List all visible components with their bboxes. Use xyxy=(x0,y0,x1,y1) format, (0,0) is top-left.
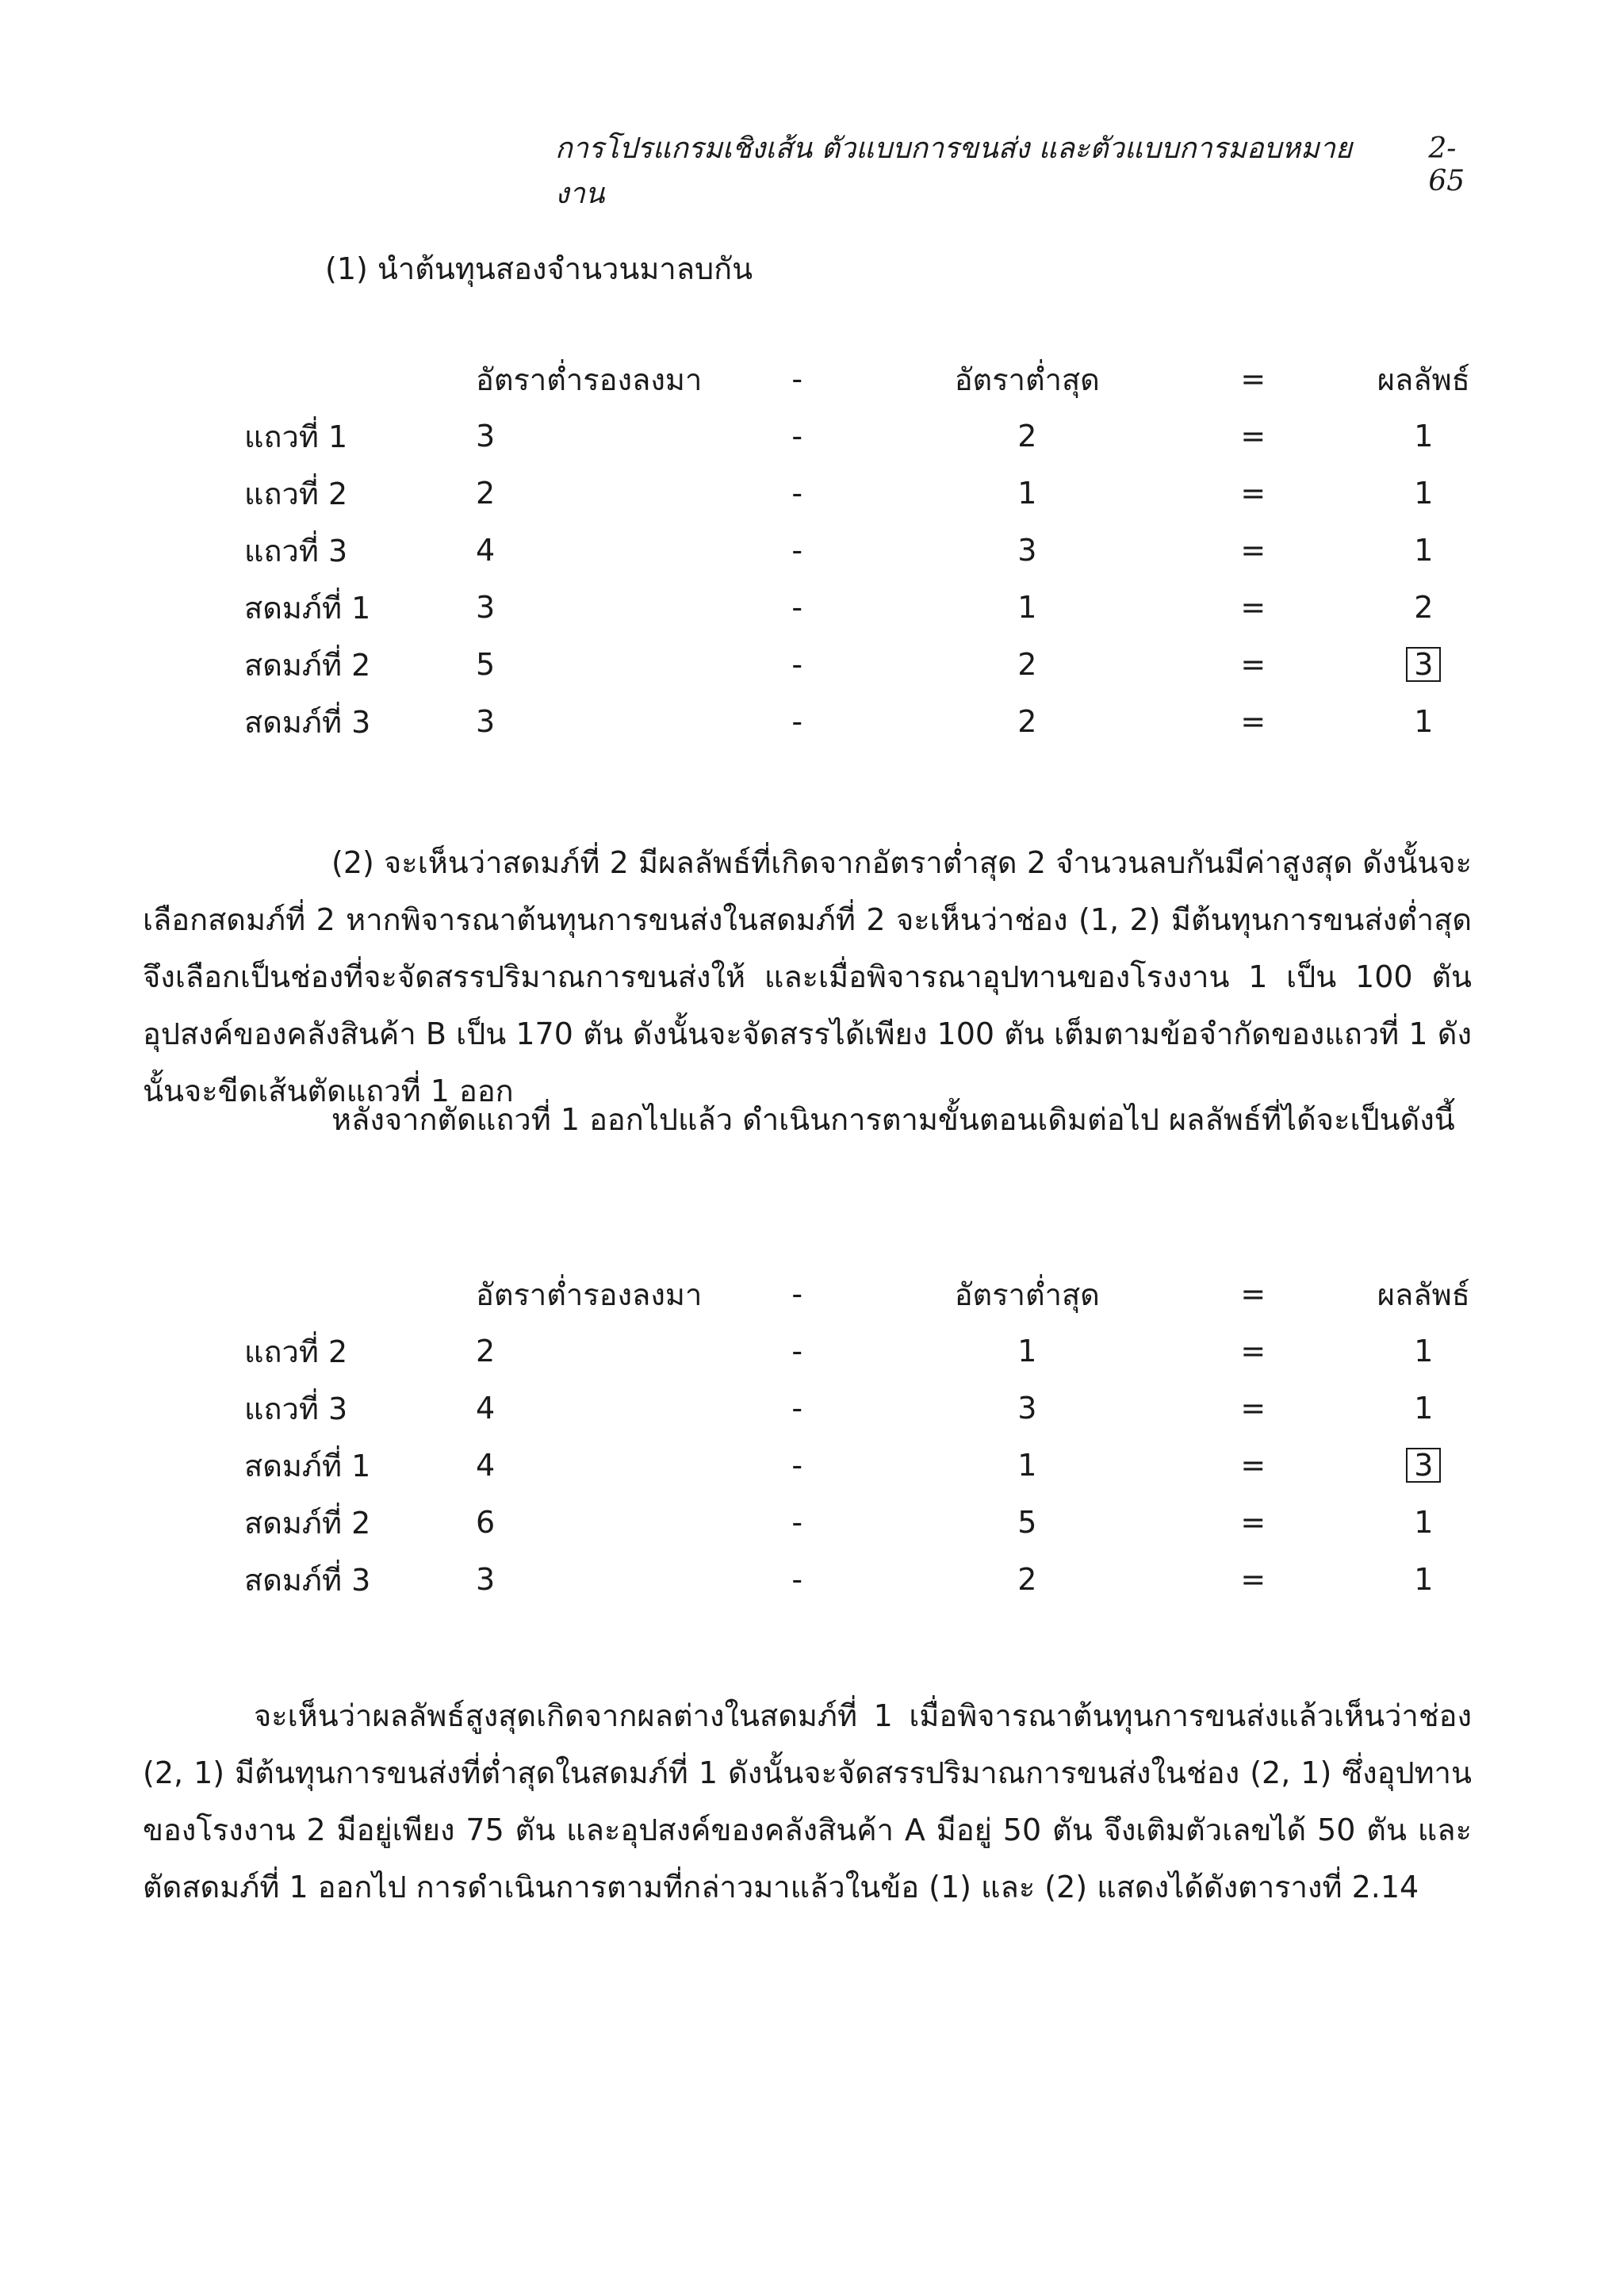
table-row xyxy=(235,693,1503,750)
header-equals: = xyxy=(1240,1277,1266,1311)
table-row xyxy=(235,1323,1503,1380)
equals-sign: = xyxy=(1240,1334,1266,1369)
lowest-value: 2 xyxy=(1017,419,1037,454)
table-row xyxy=(235,636,1503,693)
header-lowest: อัตราต่ำสุด xyxy=(954,1277,1100,1312)
equals-sign: = xyxy=(1240,1391,1266,1426)
row-label: สดมภ์ที่ 1 xyxy=(244,590,371,626)
paragraph-continue: หลังจากตัดแถวที่ 1 ออกไปแล้ว ดำเนินการตามขั้นตอนเดิมต่อไป ผลลัพธ์ที่ได้จะเป็นดังนี้ xyxy=(331,1102,1455,1137)
lowest-value: 3 xyxy=(1017,1391,1037,1426)
row-label: แถวที่ 1 xyxy=(244,419,348,454)
lowest-value: 5 xyxy=(1017,1505,1037,1540)
result-value: 1 xyxy=(1414,1562,1434,1597)
running-header xyxy=(555,125,1491,216)
minus-sign: - xyxy=(791,704,803,739)
result-value: 1 xyxy=(1414,533,1434,568)
second-lowest-value: 3 xyxy=(476,1562,496,1597)
row-label: แถวที่ 3 xyxy=(244,1391,348,1426)
table-row xyxy=(235,1551,1503,1608)
minus-sign: - xyxy=(791,419,803,454)
row-label: แถวที่ 3 xyxy=(244,533,348,568)
table-row xyxy=(235,1437,1503,1494)
row-label: สดมภ์ที่ 3 xyxy=(244,1562,371,1598)
second-lowest-value: 4 xyxy=(476,1448,496,1483)
difference-table-2 xyxy=(235,1265,1503,1608)
result-value: 2 xyxy=(1414,590,1434,625)
difference-table-1 xyxy=(235,350,1503,750)
minus-sign: - xyxy=(791,1505,803,1540)
result-value: 1 xyxy=(1414,1334,1434,1369)
lowest-value: 3 xyxy=(1017,533,1037,568)
equals-sign: = xyxy=(1240,476,1266,511)
minus-sign: - xyxy=(791,533,803,568)
second-lowest-value: 3 xyxy=(476,590,496,625)
step-1-title: (1) นำต้นทุนสองจำนวนมาลบกัน xyxy=(325,251,753,286)
minus-sign: - xyxy=(791,647,803,682)
max-result-box: 3 xyxy=(1406,1448,1441,1483)
max-result-box: 3 xyxy=(1406,647,1441,682)
header-lowest: อัตราต่ำสุด xyxy=(954,362,1100,397)
row-label: สดมภ์ที่ 2 xyxy=(244,1505,371,1541)
header-title: การโปรแกรมเชิงเส้น ตัวแบบการขนส่ง และตัวแบบการมอบหมายงาน xyxy=(555,132,1353,210)
header-second-lowest: อัตราต่ำรองลงมา xyxy=(476,362,703,397)
equals-sign: = xyxy=(1240,419,1266,454)
row-label: แถวที่ 2 xyxy=(244,476,348,511)
header-second-lowest: อัตราต่ำรองลงมา xyxy=(476,1277,703,1312)
minus-sign: - xyxy=(791,1448,803,1483)
row-label: สดมภ์ที่ 1 xyxy=(244,1448,371,1483)
table-row xyxy=(235,465,1503,522)
header-blank xyxy=(235,350,471,408)
second-lowest-value: 2 xyxy=(476,1334,496,1369)
minus-sign: - xyxy=(791,590,803,625)
header-minus: - xyxy=(791,362,803,396)
second-lowest-value: 3 xyxy=(476,419,496,454)
table-header-row xyxy=(235,1265,1503,1323)
minus-sign: - xyxy=(791,1334,803,1369)
equals-sign: = xyxy=(1240,1562,1266,1597)
equals-sign: = xyxy=(1240,590,1266,625)
result-value: 1 xyxy=(1414,704,1434,739)
second-lowest-value: 3 xyxy=(476,704,496,739)
second-lowest-value: 4 xyxy=(476,533,496,568)
result-value: 1 xyxy=(1414,419,1434,454)
table-row xyxy=(235,1380,1503,1437)
equals-sign: = xyxy=(1240,647,1266,682)
table-row xyxy=(235,579,1503,636)
header-result: ผลลัพธ์ xyxy=(1377,1277,1470,1312)
second-lowest-value: 6 xyxy=(476,1505,496,1540)
equals-sign: = xyxy=(1240,533,1266,568)
minus-sign: - xyxy=(791,476,803,511)
row-label: แถวที่ 2 xyxy=(244,1334,348,1369)
result-value: 1 xyxy=(1414,1505,1434,1540)
result-value: 1 xyxy=(1414,1391,1434,1426)
result-value-highlighted xyxy=(1344,1437,1503,1494)
header-equals: = xyxy=(1240,362,1266,396)
second-lowest-value: 2 xyxy=(476,476,496,511)
paragraph-step-2: (2) จะเห็นว่าสดมภ์ที่ 2 มีผลลัพธ์ที่เกิดจากอัตราต่ำสุด 2 จำนวนลบกันมีค่าสูงสุด ดังนั้นจะเลือกสดมภ์ที่ 2 หากพิจารณาต้นทุนการขนส่งในสดมภ์ที่ 2 จะเห็นว่าช่อง (1, 2) มีต้นทุนการขนส่งต่ำสุด จึงเลือกเป็นช่องที่จะจัดสรรปริมาณการขนส่งให้ และเมื่อพิจารณาอุปทานของโรงงาน 1 เป็น 100 ตัน อุปสงค์ของคลังสินค้า B เป็น 170 ตัน ดังนั้นจะจัดสรรได้เพียง 100 ตัน เต็มตามข้อจำกัดของแถวที่ 1 ดังนั้นจะขีดเส้นตัดแถวที่ 1 ออก xyxy=(143,845,1472,1108)
table-row xyxy=(235,522,1503,579)
result-value-highlighted xyxy=(1344,636,1503,693)
table-row xyxy=(235,1494,1503,1551)
second-lowest-value: 4 xyxy=(476,1391,496,1426)
lowest-value: 1 xyxy=(1017,1334,1037,1369)
page-number: 2-65 xyxy=(1428,132,1465,197)
equals-sign: = xyxy=(1240,1448,1266,1483)
header-result: ผลลัพธ์ xyxy=(1377,362,1470,397)
lowest-value: 1 xyxy=(1017,1448,1037,1483)
header-blank xyxy=(235,1265,471,1323)
row-label: สดมภ์ที่ 2 xyxy=(244,647,371,683)
second-lowest-value: 5 xyxy=(476,647,496,682)
table-row xyxy=(235,408,1503,465)
table-header-row xyxy=(235,350,1503,408)
minus-sign: - xyxy=(791,1562,803,1597)
lowest-value: 1 xyxy=(1017,476,1037,511)
header-minus: - xyxy=(791,1277,803,1311)
equals-sign: = xyxy=(1240,704,1266,739)
lowest-value: 1 xyxy=(1017,590,1037,625)
lowest-value: 2 xyxy=(1017,647,1037,682)
row-label: สดมภ์ที่ 3 xyxy=(244,704,371,740)
result-value: 1 xyxy=(1414,476,1434,511)
minus-sign: - xyxy=(791,1391,803,1426)
lowest-value: 2 xyxy=(1017,704,1037,739)
equals-sign: = xyxy=(1240,1505,1266,1540)
paragraph-conclusion: จะเห็นว่าผลลัพธ์สูงสุดเกิดจากผลต่างในสดมภ์ที่ 1 เมื่อพิจารณาต้นทุนการขนส่งแล้วเห็นว่าช่อง (2, 1) มีต้นทุนการขนส่งที่ต่ำสุดในสดมภ์ที่ 1 ดังนั้นจะจัดสรรปริมาณการขนส่งในช่อง (2, 1) ซึ่งอุปทานของโรงงาน 2 มีอยู่เพียง 75 ตัน และอุปสงค์ของคลังสินค้า A มีอยู่ 50 ตัน จึงเติมตัวเลขได้ 50 ตัน และตัดสดมภ์ที่ 1 ออกไป การดำเนินการตามที่กล่าวมาแล้วในข้อ (1) และ (2) แสดงได้ดังตารางที่ 2.14 xyxy=(143,1698,1472,1904)
lowest-value: 2 xyxy=(1017,1562,1037,1597)
